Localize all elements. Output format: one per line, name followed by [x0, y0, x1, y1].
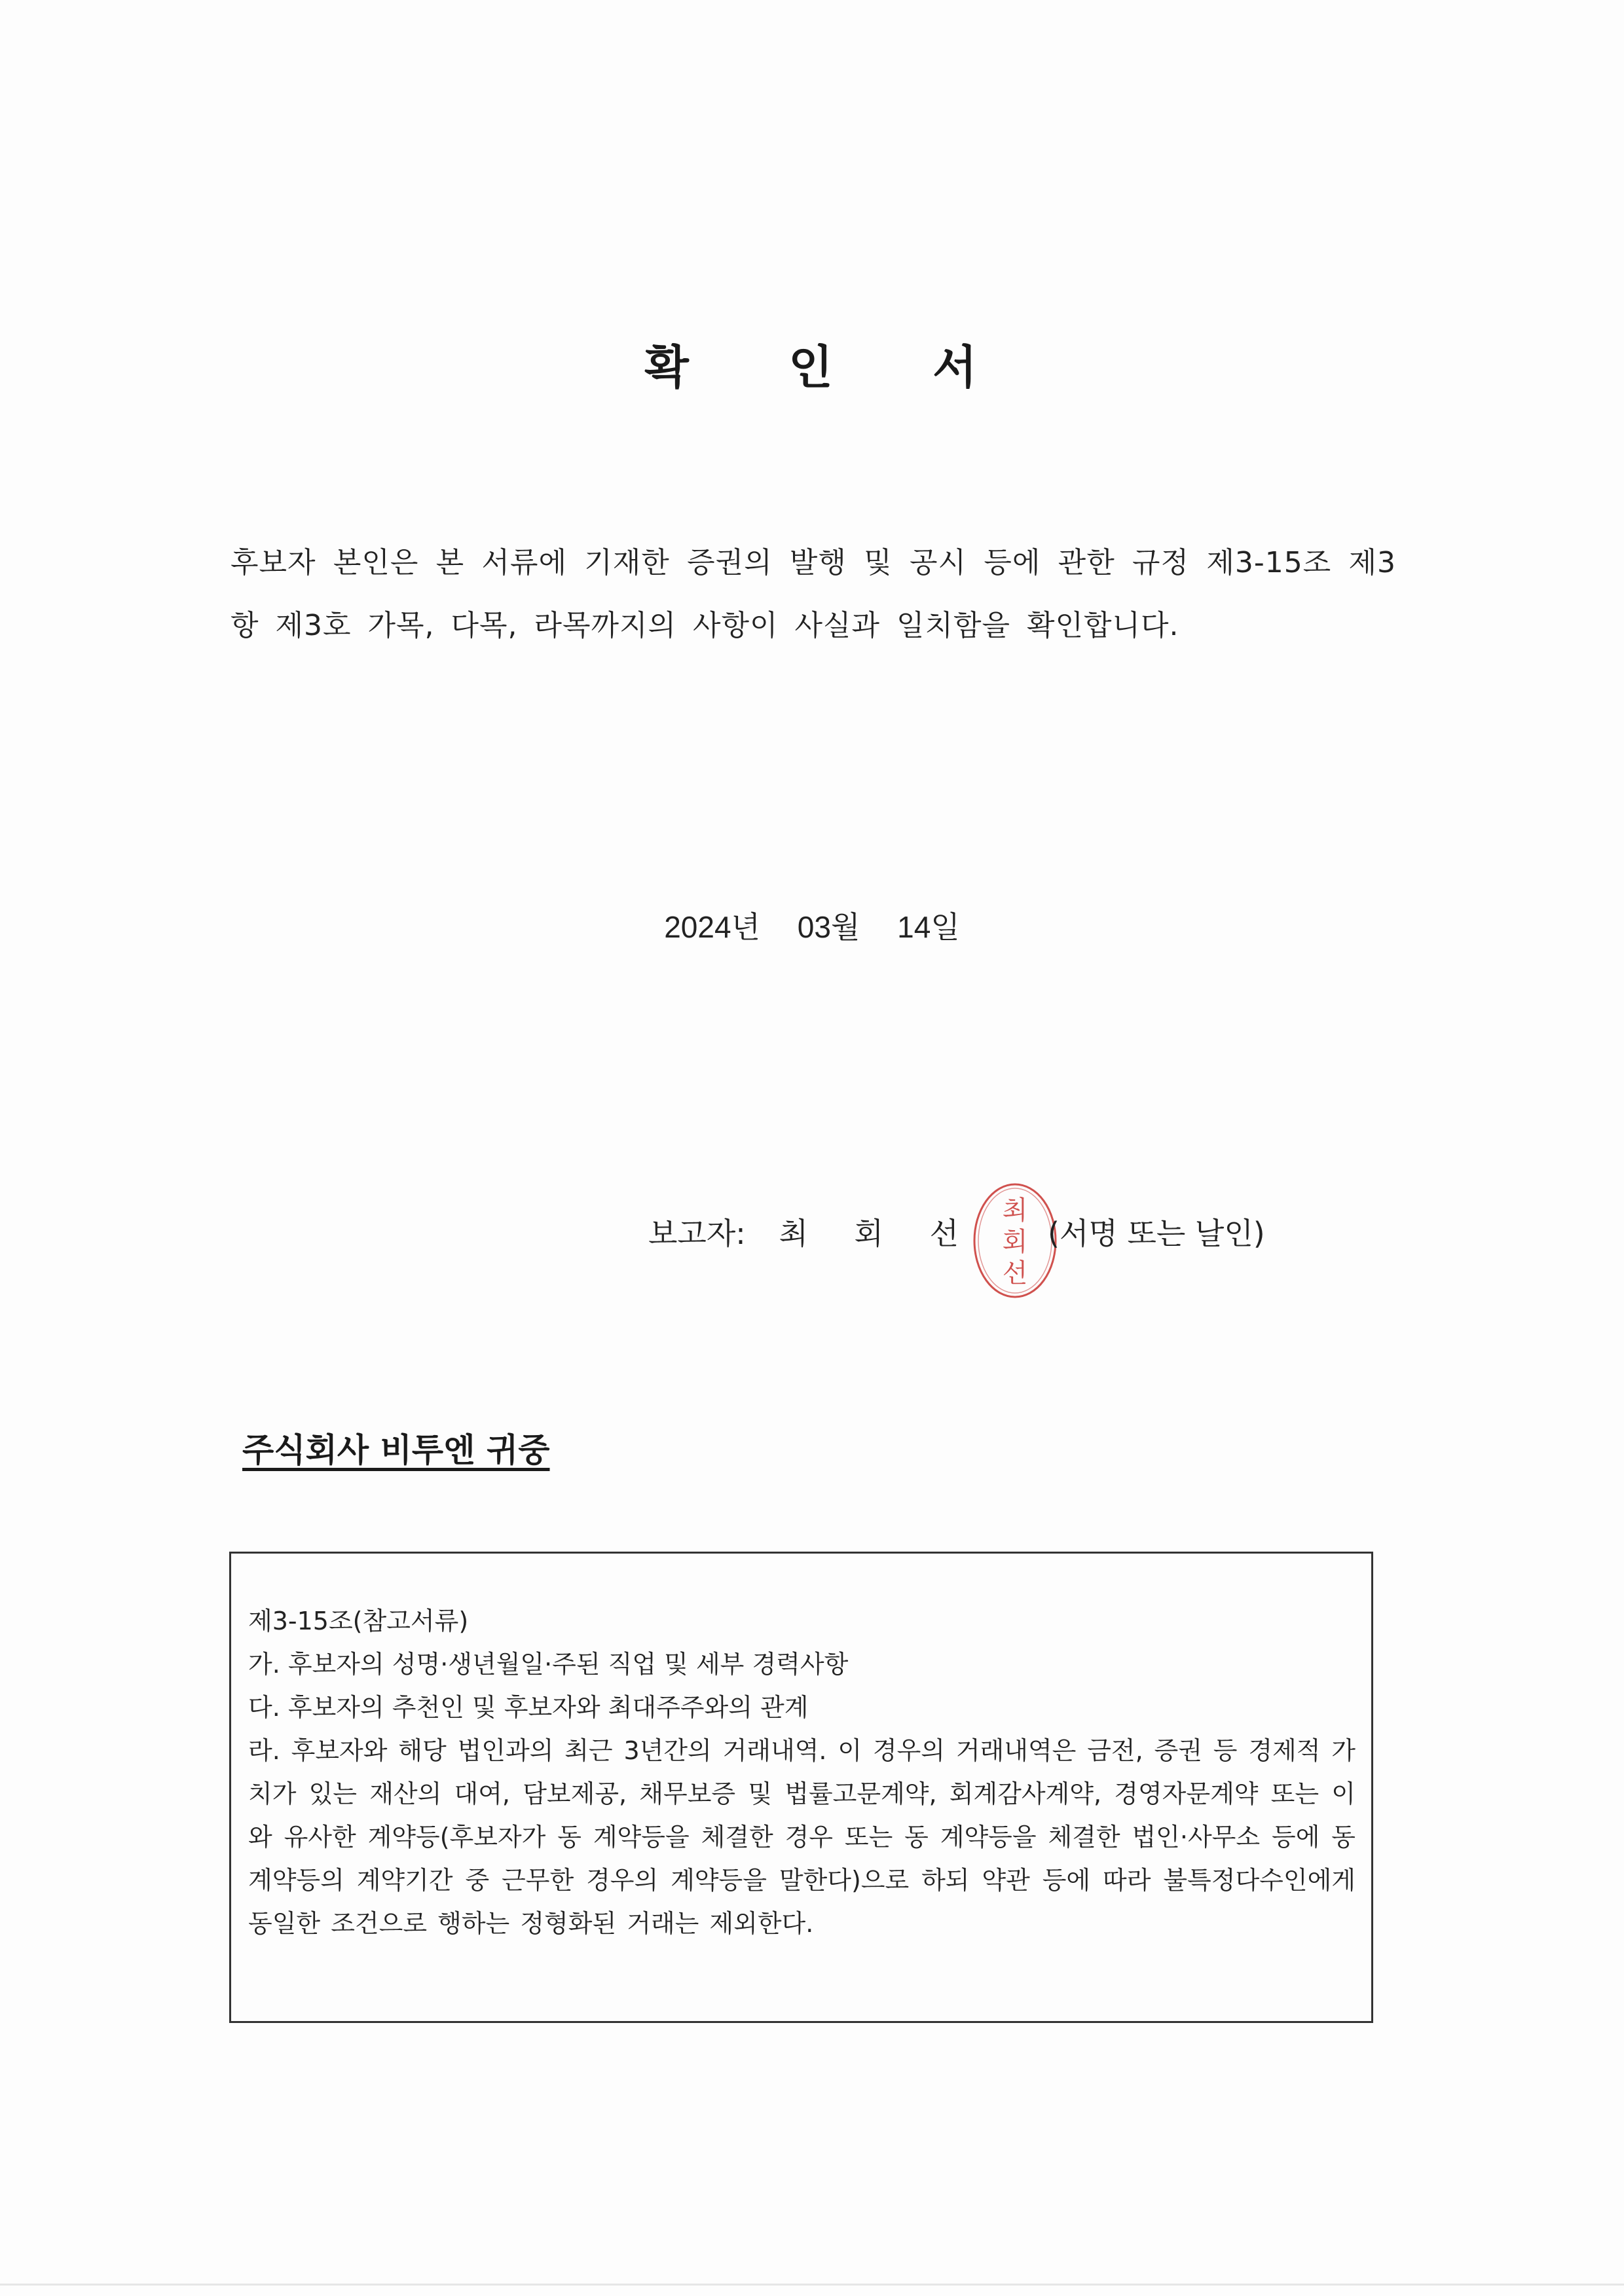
- reference-item-ga: 가. 후보자의 성명·생년월일·주된 직업 및 세부 경력사항: [248, 1650, 849, 1679]
- date-year: 2024년: [664, 910, 760, 944]
- confirmation-statement: 후보자 본인은 본 서류에 기재한 증권의 발행 및 공시 등에 관한 규정 제3-15조 제3항 제3호 가목, 다목, 라목까지의 사항이 사실과 일치함을 확인합니다.: [231, 546, 1396, 642]
- document-title: 확 인 서: [644, 340, 1019, 394]
- reporter-line: [648, 1210, 977, 1253]
- document-date: [0, 903, 1624, 947]
- svg-text:회: 회: [1002, 1227, 1028, 1257]
- date-month: 03월: [797, 910, 860, 944]
- svg-text:선: 선: [1002, 1258, 1028, 1288]
- reference-heading: 제3-15조(참고서류): [248, 1607, 469, 1635]
- reference-item-ra: 라. 후보자와 해당 법인과의 최근 3년간의 거래내역. 이 경우의 거래내역은 금전, 증권 등 경제적 가치가 있는 재산의 대여, 담보제공, 채무보증 및 법률고문계약, 회계감사계약, 경영자문계약 또는 이와 유사한 계약등(후보자가 동 계약등을 체결한 경우 또는 동 계약등을 체결한 법인·사무소 등에 동 계약등의 계약기간 중 근무한 경우의 계약등을 말한다)으로 하되 약관 등에 따라 불특정다수인에게 동일한 조건으로 행하는 정형화된 거래는 제외한다.: [248, 1736, 1356, 1938]
- seal-stamp-icon: [969, 1178, 1061, 1303]
- addressee: 주식회사 비투엔 귀중: [242, 1431, 550, 1469]
- reporter-label: 보고자:: [648, 1216, 746, 1251]
- reporter-name: 최 회 선: [779, 1216, 977, 1251]
- date-day: 14일: [897, 910, 960, 944]
- reference-item-da: 다. 후보자의 추천인 및 후보자와 최대주주와의 관계: [248, 1693, 809, 1722]
- scan-edge-divider: [0, 2284, 1624, 2286]
- signature-note: (서명 또는 날인): [1048, 1216, 1265, 1251]
- svg-text:최: 최: [1002, 1195, 1028, 1226]
- reference-box: [229, 1552, 1373, 2023]
